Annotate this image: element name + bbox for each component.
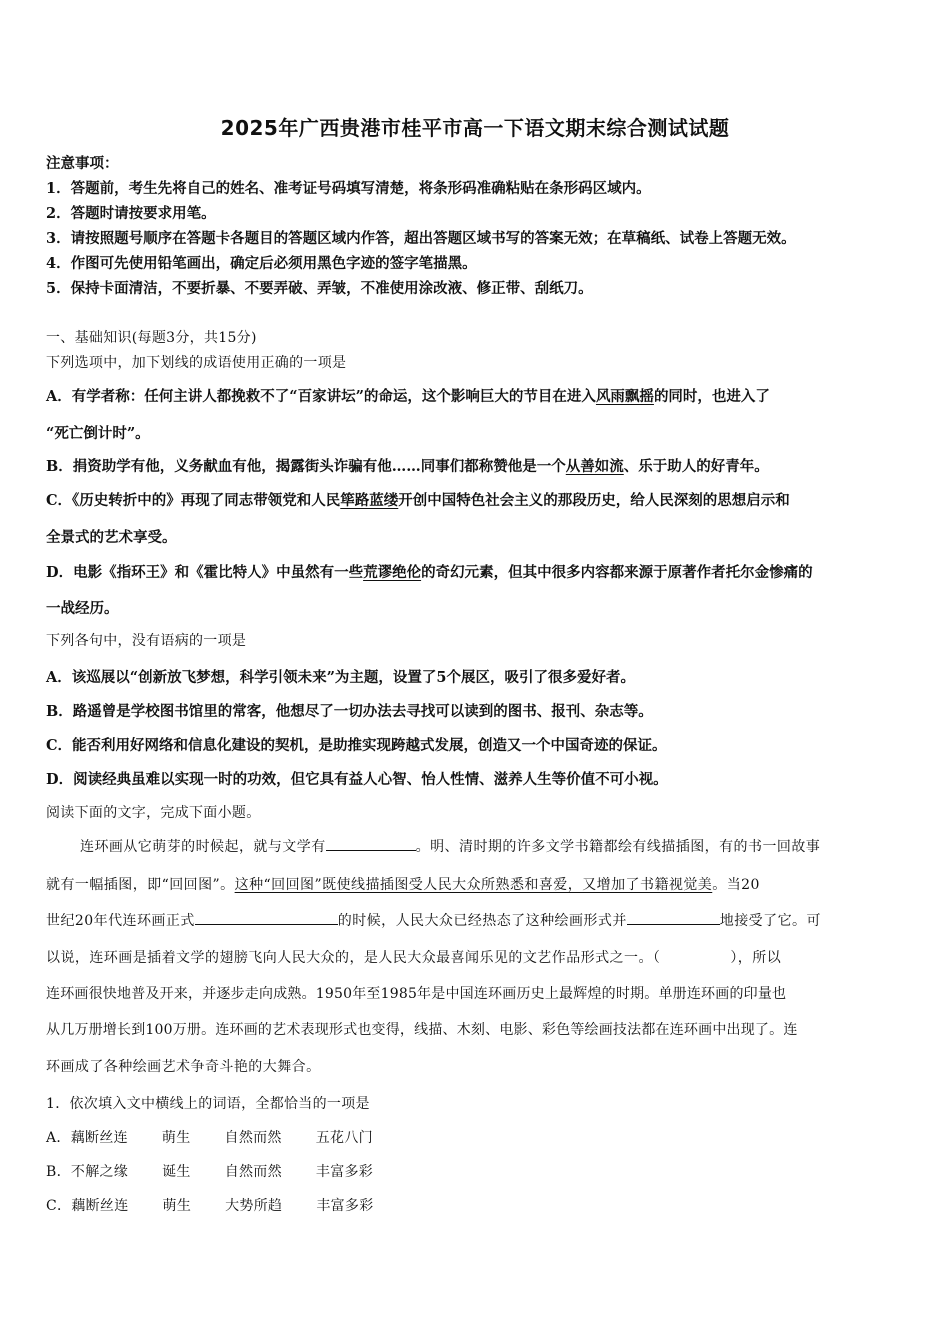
option-c: C．能否利用好网络和信息化建设的契机，是助推实现跨越式发展，创造又一个中国奇迹的保证。 xyxy=(46,737,667,754)
passage-line: 就有一幅插图，即“回回图”。这种“回回图”既使线描插图受人民大众所熟悉和喜爱，又增加了书籍视觉美。当20 xyxy=(46,877,760,893)
option-a: A．有学者称：任何主讲人都挽救不了“百家讲坛”的命运，这个影响巨大的节目在进入风雨飘摇的同时，也进入了 xyxy=(46,388,770,405)
notice-item: 5．保持卡面清洁，不要折暴、不要弄破、弄皱，不准使用涂改液、修正带、刮纸刀。 xyxy=(46,280,593,297)
notice-heading: 注意事项： xyxy=(46,155,119,172)
passage-line: 连环画很快地普及开来，并逐步走向成熟。1950年至1985年是中国连环画历史上最辉煌的时期。单册连环画的印量也 xyxy=(46,986,787,1002)
fill-blank xyxy=(627,910,720,925)
notice-item: 4．作图可先使用铅笔画出，确定后必须用黑色字迹的签字笔描黑。 xyxy=(46,255,477,272)
sub-option-c: C．藕断丝连 萌生 大势所趋 丰富多彩 xyxy=(46,1198,374,1214)
passage-line: 以说，连环画是插着文学的翅膀飞向人民大众的，是人民大众最喜闻乐见的文艺作品形式之一。（ ），所以 xyxy=(46,950,782,966)
sub-option-a: A．藕断丝连 萌生 自然而然 五花八门 xyxy=(46,1130,373,1146)
sub-question-stem: 1．依次填入文中横线上的词语，全都恰当的一项是 xyxy=(46,1096,370,1112)
notice-item: 3．请按照题号顺序在答题卡各题目的答题区域内作答，超出答题区域书写的答案无效；在草稿纸、试卷上答题无效。 xyxy=(46,230,796,247)
underlined-sentence: 这种“回回图”既使线描插图受人民大众所熟悉和喜爱，又增加了书籍视觉美 xyxy=(234,877,713,893)
passage-line: 连环画从它萌芽的时候起，就与文学有 。明、清时期的许多文学书籍都绘有线描插图，有的书一回故事 xyxy=(80,836,908,856)
option-a-cont: “死亡倒计时”。 xyxy=(46,425,150,442)
reading-intro: 阅读下面的文字，完成下面小题。 xyxy=(46,805,261,821)
question-stem: 下列各句中，没有语病的一项是 xyxy=(46,633,247,649)
option-a: A．该巡展以“创新放飞梦想，科学引领未来”为主题，设置了5个展区，吸引了很多爱好者。 xyxy=(46,669,636,686)
option-d: D．电影《指环王》和《霍比特人》中虽然有一些荒谬绝伦的奇幻元素，但其中很多内容都来源于原著作者托尔金惨痛的 xyxy=(46,564,813,581)
notice-item: 2．答题时请按要求用笔。 xyxy=(46,205,216,222)
passage-line: 环画成了各种绘画艺术争奇斗艳的大舞合。 xyxy=(46,1059,321,1075)
section-heading: 一、基础知识(每题3分，共15分) xyxy=(46,330,257,346)
underlined-idiom: 风雨飘摇 xyxy=(595,388,654,405)
notice-item: 1．答题前，考生先将自己的姓名、准考证号码填写清楚，将条形码准确粘贴在条形码区域内。 xyxy=(46,180,651,197)
underlined-idiom: 筚路蓝缕 xyxy=(340,492,399,509)
option-d-cont: 一战经历。 xyxy=(46,600,119,617)
underlined-idiom: 从善如流 xyxy=(565,458,624,475)
option-d: D．阅读经典虽难以实现一时的功效，但它具有益人心智、怡人性情、滋养人生等价值不可小视。 xyxy=(46,771,668,788)
option-c: C．《历史转折中的》再现了同志带领党和人民筚路蓝缕开创中国特色社会主义的那段历史，给人民深刻的思想启示和 xyxy=(46,492,790,509)
option-b: B．路遥曾是学校图书馆里的常客，他想尽了一切办法去寻找可以读到的图书、报刊、杂志等。 xyxy=(46,703,653,720)
fill-blank xyxy=(195,910,338,925)
option-b: B．捐资助学有他，义务献血有他，揭露街头诈骗有他……同事们都称赞他是一个从善如流、乐于助人的好青年。 xyxy=(46,458,769,475)
page-title: 2025年广西贵港市桂平市高一下语文期末综合测试试题 xyxy=(220,116,730,140)
passage-line: 世纪20年代连环画正式 的时候，人民大众已经热态了这种绘画形式并 地接受了它。可 xyxy=(46,910,908,930)
fill-blank xyxy=(326,836,416,851)
underlined-idiom: 荒谬绝伦 xyxy=(363,564,422,581)
question-stem: 下列选项中，加下划线的成语使用正确的一项是 xyxy=(46,355,347,371)
passage-line: 从几万册增长到100万册。连环画的艺术表现形式也变得，线描、木刻、电影、彩色等绘画技法都在连环画中出现了。连 xyxy=(46,1022,798,1038)
option-c-cont: 全景式的艺术享受。 xyxy=(46,529,177,546)
sub-option-b: B．不解之缘 诞生 自然而然 丰富多彩 xyxy=(46,1164,374,1180)
